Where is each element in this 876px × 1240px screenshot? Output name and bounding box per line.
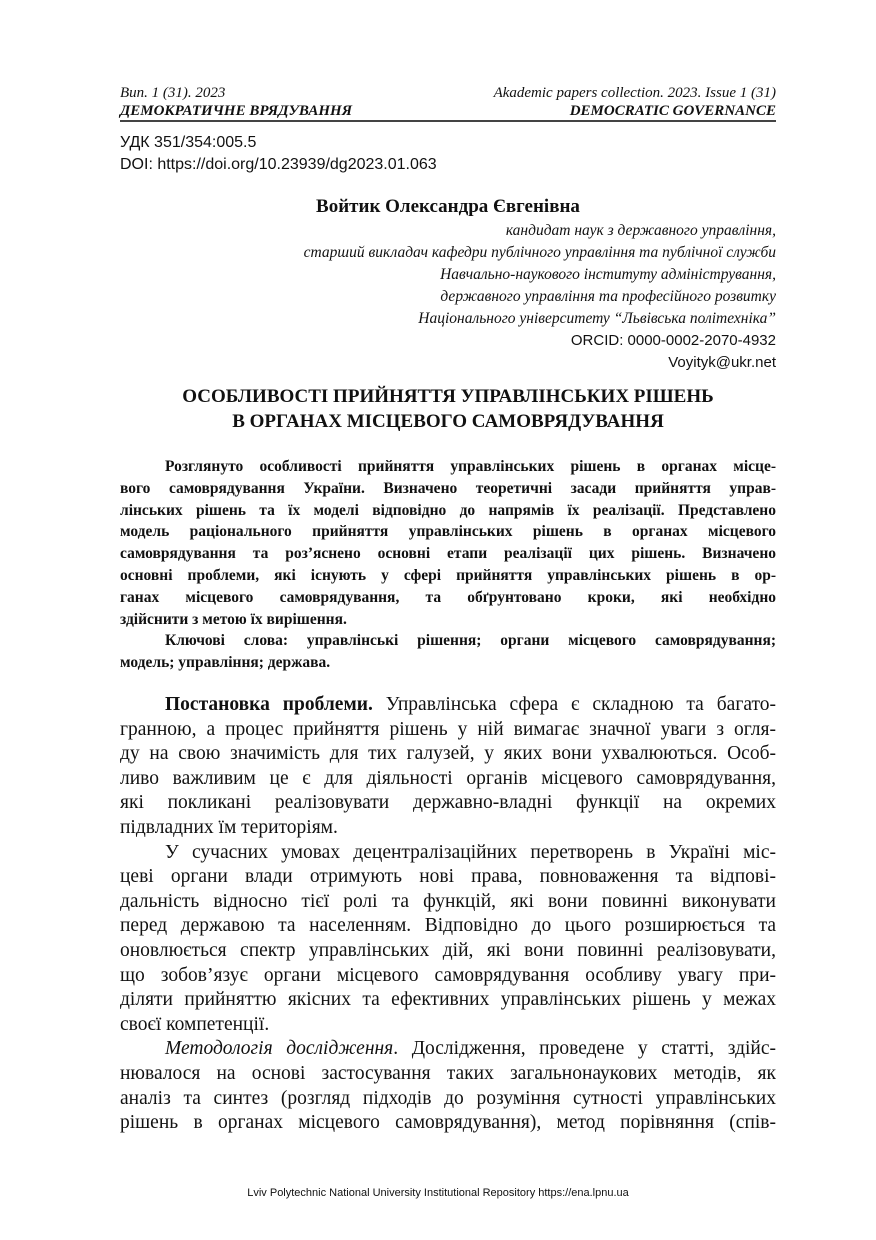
- line-text: перед державою та населенням. Відповідно до цього розширюється та: [120, 915, 776, 937]
- abstract-line: [120, 652, 776, 674]
- abstract: [120, 456, 776, 674]
- email[interactable]: Voyityk@ukr.net: [668, 354, 776, 371]
- line-text: гранною, а процес прийняття рішень у ній вимагає значної уваги з огля-: [120, 718, 776, 740]
- body-line: [120, 1037, 776, 1062]
- line-text: Управлінська сфера є складною та багато-: [372, 694, 776, 715]
- line-text: рішень в органах місцевого самоврядування), метод порівняння (спів-: [120, 1112, 776, 1134]
- udc: УДК 351/354:005.5: [120, 134, 257, 151]
- line-text: підвладних їм територіям.: [120, 816, 338, 838]
- line-text: модель; управління; держава.: [120, 654, 331, 672]
- affiliation-line: старший викладач кафедри публічного управління та публічної служби: [303, 244, 776, 261]
- abstract-line: [120, 630, 776, 652]
- issue-label: Вип. 1 (31). 2023: [120, 85, 226, 101]
- body-line: [120, 767, 776, 792]
- line-text: . Дослідження, проведене у статті, здійс-: [393, 1038, 777, 1060]
- orcid-id[interactable]: 0000-0002-2070-4932: [627, 332, 776, 349]
- body-line: [120, 865, 776, 890]
- author-affiliation: [304, 220, 776, 374]
- article-title: [120, 384, 776, 434]
- line-text: самоврядування та роз’яснено основні етапи реалізації цих рішень. Визначено: [120, 545, 776, 563]
- journal-name-en: DEMOCRATIC GOVERNANCE: [569, 103, 776, 119]
- line-text: своєї компетенції.: [120, 1013, 270, 1035]
- body-line: [120, 742, 776, 767]
- affiliation-line: кандидат наук з державного управління,: [505, 222, 776, 239]
- line-text: У сучасних умовах децентралізаційних перетворень в Україні міс-: [165, 841, 776, 863]
- body-text: [120, 693, 776, 1136]
- body-line: [120, 964, 776, 989]
- body-line: [120, 791, 776, 816]
- line-text: Розглянуто особливості прийняття управлінських рішень в органах місце-: [165, 458, 776, 475]
- line-text: лінських рішень та їх моделі відповідно до напрямів їх реалізації. Представлено: [120, 501, 776, 519]
- abstract-line: [120, 478, 776, 500]
- affiliation-line: Навчально-наукового інституту адміністрування,: [440, 266, 776, 283]
- body-line: [120, 841, 776, 866]
- section-lead: Постановка проблеми.: [165, 694, 373, 715]
- affiliation-line: Національного університету “Львівська політехніка”: [418, 310, 776, 327]
- abstract-line: [120, 609, 776, 631]
- line-text: цеві органи влади отримують нові права, повноваження та відпові-: [120, 866, 776, 888]
- line-text: вого самоврядування України. Визначено теоретичні засади прийняття управ-: [120, 479, 776, 497]
- body-line: [120, 1111, 776, 1136]
- header-right: [494, 84, 776, 120]
- line-text: Ключові слова: управлінські рішення; органи місцевого самоврядування;: [165, 632, 776, 650]
- line-text: ливо важливим це є для діяльності органів місцевого самоврядування,: [120, 767, 776, 789]
- line-text: ду на свою значимість для тих галузей, у яких вони ухвалюються. Особ-: [120, 743, 776, 765]
- line-text: модель раціонального прийняття управлінських рішень в органах місцевого: [120, 523, 776, 541]
- abstract-line: [120, 543, 776, 565]
- body-line: [120, 939, 776, 964]
- body-line: [120, 693, 776, 718]
- abstract-line: [120, 521, 776, 543]
- issue-label-en: Akademic papers collection. 2023. Issue 1 (31): [493, 85, 776, 101]
- line-text: основні проблеми, які існують у сфері прийняття управлінських рішень в ор-: [120, 566, 776, 584]
- body-line: [120, 1013, 776, 1038]
- orcid: ORCID: 0000-0002-2070-4932: [570, 332, 776, 349]
- doi: DOI: https://doi.org/10.23939/dg2023.01.063: [120, 156, 437, 173]
- line-text: які покликані реалізовувати державно-владні функції на окремих: [120, 792, 776, 814]
- abstract-line: [120, 456, 776, 478]
- body-line: [120, 816, 776, 841]
- body-line: [120, 890, 776, 915]
- line-text: аналіз та синтез (розгляд підходів до розуміння сутності управлінських: [120, 1087, 776, 1109]
- udc-doi: [120, 132, 437, 176]
- body-line: [120, 1062, 776, 1087]
- affiliation-line: державного управління та професійного розвитку: [440, 288, 776, 305]
- body-line: [120, 988, 776, 1013]
- journal-name-ua: ДЕМОКРАТИЧНЕ ВРЯДУВАННЯ: [120, 103, 353, 119]
- line-text: нювалося на основі застосування таких загальнонаукових методів, як: [120, 1062, 776, 1084]
- line-text: дальність відносно тієї ролі та функцій, які вони повинні виконувати: [120, 890, 776, 912]
- header-left: [120, 84, 352, 120]
- title-line: ОСОБЛИВОСТІ ПРИЙНЯТТЯ УПРАВЛІНСЬКИХ РІШЕНЬ: [182, 386, 714, 407]
- body-line: [120, 718, 776, 743]
- body-line: [120, 1087, 776, 1112]
- line-text: що зобов’язує органи місцевого самоврядування особливу увагу при-: [120, 964, 776, 986]
- title-line: В ОРГАНАХ МІСЦЕВОГО САМОВРЯДУВАННЯ: [232, 411, 664, 432]
- section-lead: Методологія дослідження: [165, 1038, 394, 1060]
- line-text: діляти прийняттю якісних та ефективних управлінських рішень у межах: [120, 989, 776, 1011]
- line-text: ганах місцевого самоврядування, та обґрунтовано кроки, які необхідно: [120, 588, 776, 606]
- line-text: здійснити з метою їх вирішення.: [120, 610, 347, 628]
- body-line: [120, 914, 776, 939]
- author-name: Войтик Олександра Євгенівна: [316, 196, 580, 217]
- repository-footer: Lviv Polytechnic National University Institutional Repository https://ena.lpnu.ua: [247, 1187, 629, 1199]
- abstract-line: [120, 587, 776, 609]
- line-text: оновлюється спектр управлінських дій, які вони повинні реалізовувати,: [120, 939, 776, 961]
- header-rule: [120, 120, 776, 122]
- abstract-line: [120, 565, 776, 587]
- abstract-line: [120, 500, 776, 522]
